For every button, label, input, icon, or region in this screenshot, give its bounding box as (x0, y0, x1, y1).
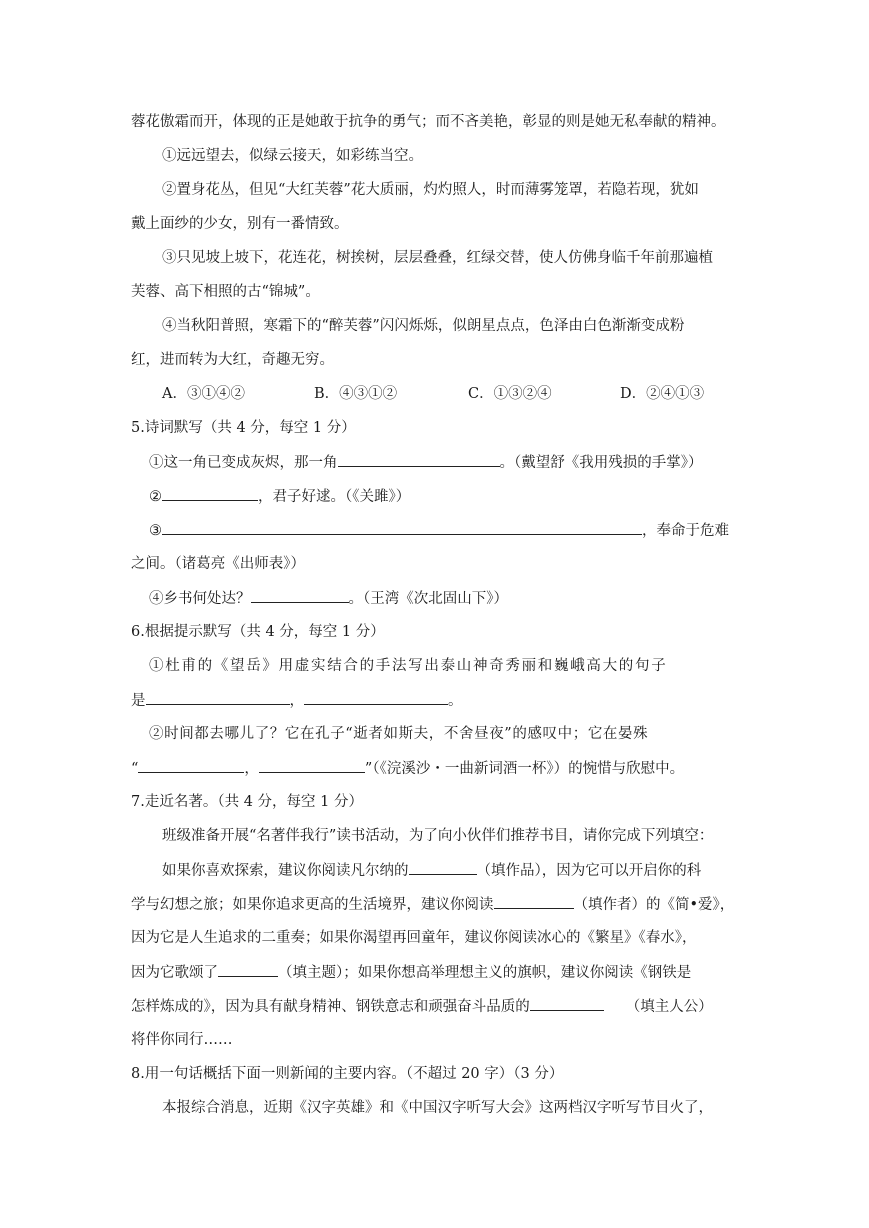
q5-item-1: ①这一角已变成灰烬，那一角 。（戴望舒《我用残损的手掌》） (149, 452, 703, 473)
answer-blank[interactable] (338, 452, 500, 467)
q8-news-line: 本报综合消息，近期《汉字英雄》和《中国汉字听写大会》这两档汉字听写节目火了， (162, 1100, 713, 1116)
question-8-title: 8.用一句话概括下面一则新闻的主要内容。（不超过 20 字）（3 分） (131, 1066, 564, 1082)
q6-item-2-cont: “ ， ”（《浣溪沙・一曲新词酒一杯》）的惋惜与欣慰中。 (131, 758, 684, 779)
question-5-title: 5.诗词默写（共 4 分，每空 1 分） (131, 420, 356, 436)
answer-blank[interactable] (146, 690, 290, 705)
answer-blank[interactable] (304, 690, 448, 705)
answer-options (162, 384, 704, 404)
q7-line: 怎样炼成的》，因为具有献身精神、钢铁意志和顽强奋斗品质的 （填主人公） (131, 996, 713, 1017)
option-c: C．①③②④ (468, 386, 552, 402)
passage-line: 芙蓉、高下相照的古“锦城”。 (131, 284, 320, 300)
q7-line: 因为它是人生追求的二重奏；如果你渴望再回童年，建议你阅读冰心的《繁星》《春水》， (131, 930, 697, 946)
q7-line: 学与幻想之旅；如果你追求更高的生活境界，建议你阅读 （填作者）的《简•爱》， (131, 894, 734, 915)
answer-blank[interactable] (162, 520, 642, 535)
answer-blank[interactable] (218, 962, 278, 977)
answer-blank[interactable] (494, 894, 574, 909)
question-7-title: 7.走近名著。（共 4 分，每空 1 分） (131, 794, 363, 810)
q7-line: 因为它歌颂了 （填主题）；如果你想高举理想主义的旗帜，建议你阅读《钢铁是 (131, 962, 691, 983)
passage-sentence-3: ③只见坡上坡下，花连花，树挨树，层层叠叠，红绿交替，使人仿佛身临千年前那遍植 (162, 250, 713, 266)
q5-item-2: ② ，君子好逑。（《关雎》） (149, 486, 410, 507)
answer-blank[interactable] (138, 758, 244, 773)
passage-sentence-2: ②置身花丛，但见“大红芙蓉”花大质丽，灼灼照人，时而薄雾笼罩，若隐若现，犹如 (162, 182, 699, 198)
q7-intro: 班级准备开展“名著伴我行”读书活动，为了向小伙伴们推荐书目，请你完成下列填空： (162, 828, 714, 844)
q5-item-3-cont: 之间。（诸葛亮《出师表》） (131, 556, 305, 572)
answer-blank[interactable] (409, 860, 477, 875)
passage-sentence-1: ①远远望去，似绿云接天，如彩练当空。 (162, 148, 423, 164)
passage-line: 红，进而转为大红，奇趣无穷。 (131, 352, 334, 368)
q7-line: 将伴你同行…… (131, 1032, 233, 1048)
q7-line: 如果你喜欢探索，建议你阅读凡尔纳的 （填作品），因为它可以开启你的科 (162, 860, 701, 881)
option-b: B．④③①② (314, 386, 398, 402)
answer-blank[interactable] (251, 588, 349, 603)
answer-blank[interactable] (530, 996, 604, 1011)
q6-item-2: ②时间都去哪儿了？它在孔子“逝者如斯夫，不舍昼夜”的感叹中；它在晏殊 (149, 726, 649, 742)
q5-item-4: ④乡书何处达？ 。（王湾《次北固山下》） (149, 588, 508, 609)
passage-line: 戴上面纱的少女，别有一番情致。 (131, 216, 349, 232)
answer-blank[interactable] (259, 758, 365, 773)
q6-item-1-cont: 是 ， 。 (131, 690, 463, 711)
option-d: D．②④①③ (620, 386, 705, 402)
question-6-title: 6.根据提示默写（共 4 分，每空 1 分） (131, 624, 385, 640)
q6-item-1: ①杜甫的《望岳》用虚实结合的手法写出泰山神奇秀丽和巍峨高大的句子 (149, 658, 668, 674)
option-a: A．③①④② (162, 386, 245, 402)
passage-sentence-4: ④当秋阳普照，寒霜下的“醉芙蓉”闪闪烁烁，似朗星点点，色泽由白色渐渐变成粉 (162, 318, 685, 334)
answer-blank[interactable] (162, 486, 258, 501)
passage-line: 蓉花傲霜而开，体现的正是她敢于抗争的勇气；而不吝美艳，彰显的则是她无私奉献的精神。 (131, 114, 726, 130)
q5-item-3: ③ ，奉命于危难 (149, 520, 729, 541)
